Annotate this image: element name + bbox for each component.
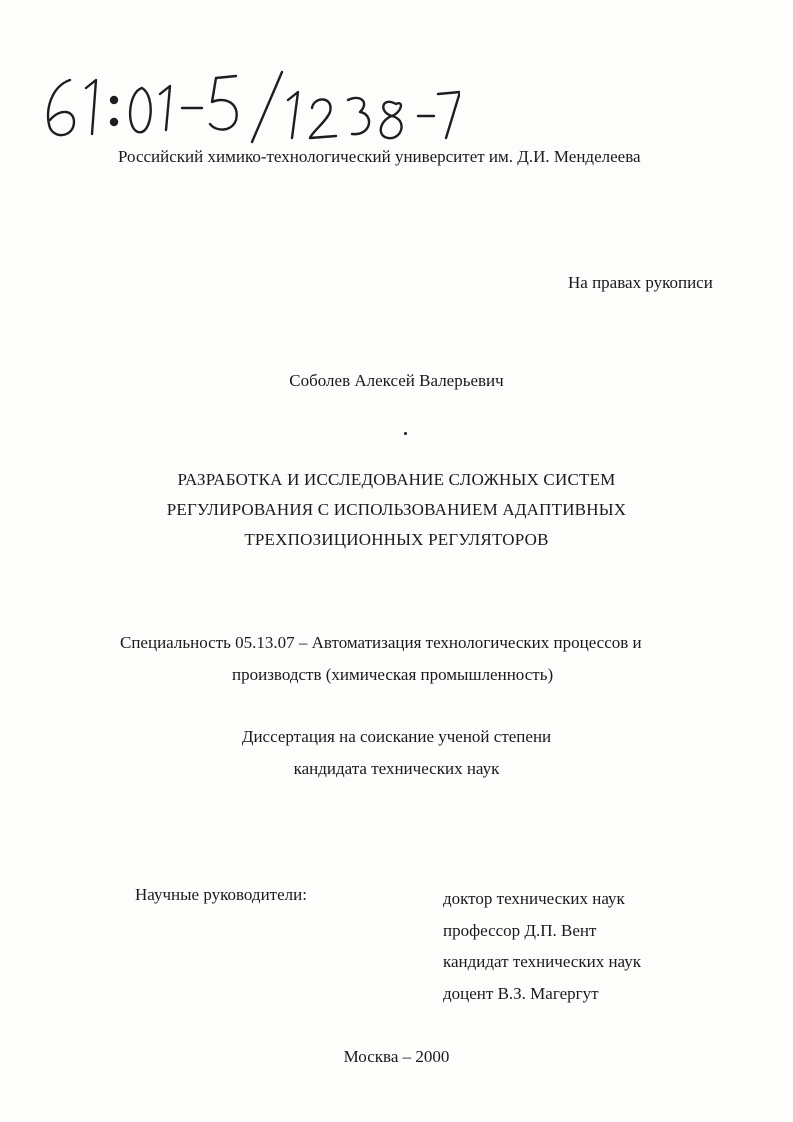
specialty-line-2: производств (химическая промышленность)	[232, 665, 554, 684]
degree-statement	[0, 721, 793, 785]
dissertation-title	[0, 465, 793, 555]
supervisor-line: кандидат технических наук	[443, 952, 641, 971]
title-line: РЕГУЛИРОВАНИЯ С ИСПОЛЬЗОВАНИЕМ АДАПТИВНЫХ	[166, 500, 627, 519]
supervisor-line: доцент В.З. Магергут	[443, 983, 599, 1003]
degree-line-1: Диссертация на соискание ученой степени	[241, 727, 552, 746]
author-name: Соболев Алексей Валерьевич	[289, 371, 504, 390]
scan-speck	[404, 432, 407, 435]
supervisor-line: профессор Д.П. Вент	[443, 920, 597, 940]
title-line: ТРЕХПОЗИЦИОННЫХ РЕГУЛЯТОРОВ	[244, 530, 549, 549]
title-line: РАЗРАБОТКА И ИССЛЕДОВАНИЕ СЛОЖНЫХ СИСТЕМ	[177, 470, 616, 489]
manuscript-rights-note: На правах рукописи	[568, 273, 713, 292]
supervisor-line: доктор технических наук	[443, 889, 625, 908]
handwritten-archive-code	[30, 66, 460, 144]
city-year: Москва – 2000	[343, 1047, 450, 1066]
handwritten-code-drawing	[30, 66, 460, 144]
specialty-block	[120, 627, 642, 691]
university-name: Российский химико-технологический университет им. Д.И. Менделеева	[118, 147, 641, 166]
degree-line-2: кандидата технических наук	[293, 759, 500, 778]
supervisors-label: Научные руководители:	[135, 885, 307, 904]
specialty-line-1: Специальность 05.13.07 – Автоматизация технологических процессов и	[120, 633, 642, 652]
supervisors-list	[443, 883, 641, 1009]
